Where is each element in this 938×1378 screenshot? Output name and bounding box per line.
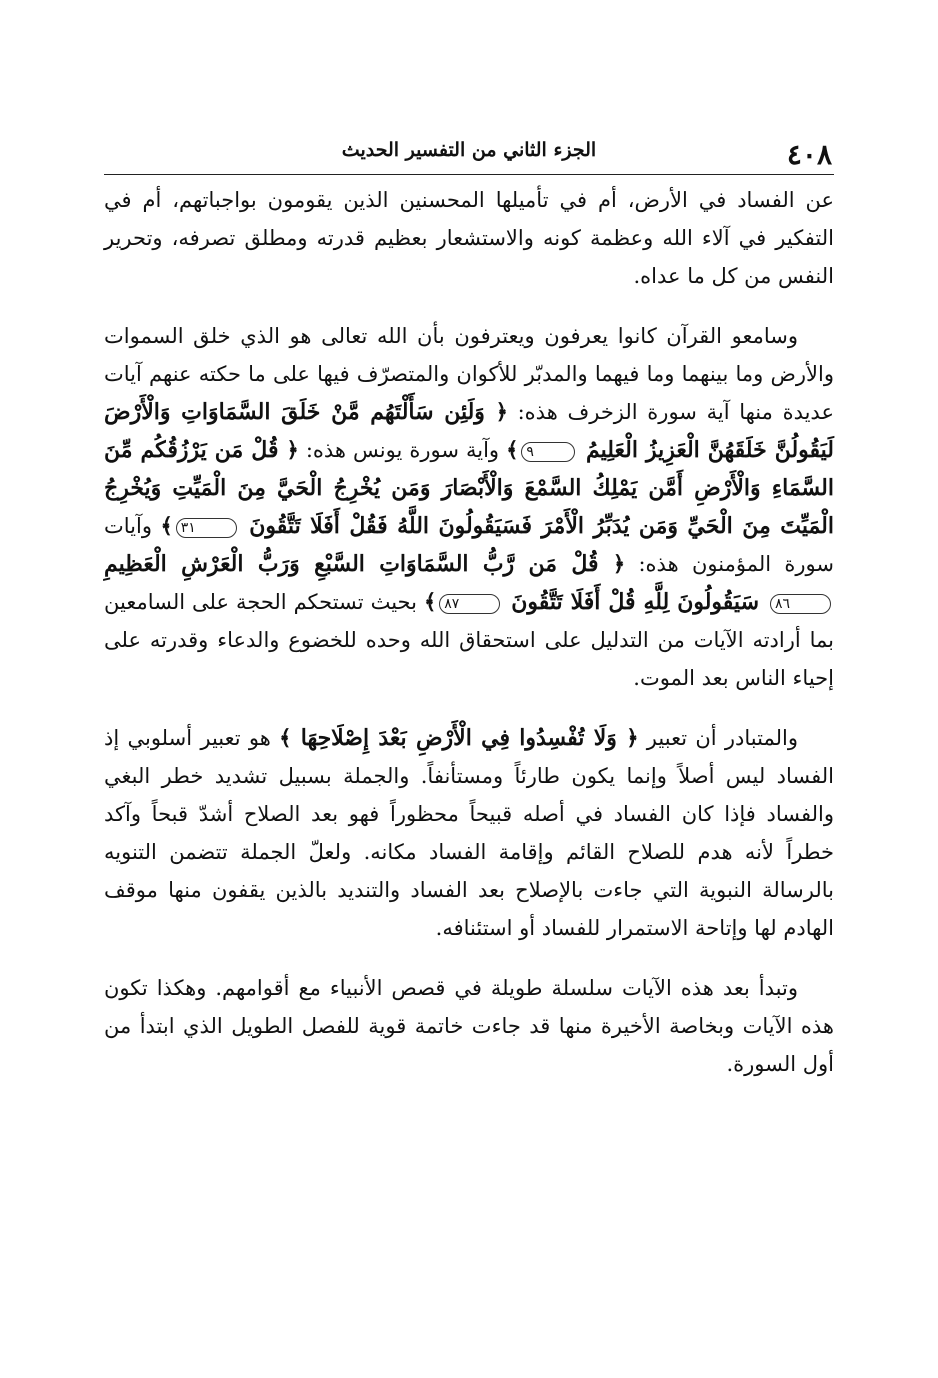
paragraph — [104, 317, 834, 697]
paragraph — [104, 719, 834, 947]
body-text-run: هو تعبير أسلوبي إذ الفساد ليس أصلاً وإنما يكون طارئاً ومستأنفاً. والجملة بسبيل تشديد خطر البغي والفساد فإذا كان الفساد في أصله قبيحاً محظوراً فهو بعد الصلاح أشدّ قبحاً وآكد خطراً لأنه هدم للصلاح القائم وإقامة الفساد مكانه. ولعلّ الجملة تتضمن التنويه بالرسالة النبوية التي جاءت بالإصلاح بعد الفساد والتنديد بالذين يقفون منها موقف الهادم لها وإتاحة الاستمرار للفساد أو استئنافه. — [104, 726, 834, 940]
quran-close-bracket: ﴾ — [506, 437, 519, 462]
ayah-number-marker: ٨٧ — [439, 594, 500, 614]
ayah-number-marker: ٣١ — [176, 518, 237, 538]
quran-open-bracket: ﴿ — [612, 551, 626, 576]
quran-quote: قُلْ مَن يَرْزُقُكُم مِّنَ السَّمَاءِ وَالْأَرْضِ أَمَّن يَمْلِكُ السَّمْعَ وَالْأَبْصَارَ وَمَن يُخْرِجُ الْحَيَّ مِنَ الْمَيِّتِ وَيُخْرِجُ الْمَيِّتَ مِنَ الْحَيِّ وَمَن يُدَبِّرُ الْأَمْرَ فَسَيَقُولُونَ اللَّهُ فَقُلْ أَفَلَا تَتَّقُونَ — [104, 437, 834, 539]
body-text-run: وتبدأ بعد هذه الآيات سلسلة طويلة في قصص الأنبياء مع أقوامهم. وهكذا تكون هذه الآيات وبخاصة الأخيرة منها قد جاءت خاتمة قوية للفصل الطويل الذي ابتدأ من أول السورة. — [104, 976, 834, 1076]
quran-close-bracket: ﴾ — [160, 513, 173, 538]
quran-open-bracket: ﴿ — [286, 437, 299, 462]
ayah-number-marker: ٨٦ — [770, 594, 831, 614]
quran-quote: وَلَا تُفْسِدُوا فِي الْأَرْضِ بَعْدَ إِصْلَاحِهَا — [291, 725, 627, 751]
quran-quote: سَيَقُولُونَ لِلَّهِ قُلْ أَفَلَا تَتَّقُونَ — [503, 589, 767, 615]
quran-quote: وَلَئِن سَأَلْتَهُم مَّنْ خَلَقَ السَّمَاوَاتِ وَالْأَرْضَ لَيَقُولُنَّ خَلَقَهُنَّ الْعَزِيزُ الْعَلِيمُ — [104, 399, 834, 463]
body-text-run: وسامعو القرآن كانوا يعرفون ويعترفون بأن الله تعالى هو الذي خلق السموات والأرض وما بينهما وما فيهما والمدبّر للأكوان والمتصرّف فيها على ما حكته عنهم آيات عديدة منها آية سورة الزخرف هذه: — [104, 324, 834, 424]
body-text-run: وآية سورة يونس هذه: — [298, 438, 507, 462]
ayah-number-marker: ٩ — [521, 442, 575, 462]
paragraph — [104, 181, 834, 295]
body-text-run: والمتبادر أن تعبير — [638, 726, 798, 750]
running-header — [104, 128, 834, 175]
quran-close-bracket: ﴾ — [279, 725, 292, 750]
quran-close-bracket: ﴾ — [423, 589, 437, 614]
page-number: ٤٠٨ — [786, 138, 832, 171]
book-page — [104, 128, 834, 1328]
body-text-run: بحيث تستحكم الحجة على السامعين بما أرادته الآيات من التدليل على استحقاق الله وحده للخضوع والدعاء وقدرته على إحياء الناس بعد الموت. — [104, 590, 834, 690]
body-text-run: عن الفساد في الأرض، أم في تأميلها المحسنين الذين يقومون بواجباتهم، أم في التفكير في آلاء الله وعظمة كونه والاستشعار بعظيم قدرته ومطلق تصرفه، وتحرير النفس من كل ما عداه. — [104, 188, 834, 288]
quran-quote: قُلْ مَن رَّبُّ السَّمَاوَاتِ السَّبْعِ وَرَبُّ الْعَرْشِ الْعَظِيمِ — [104, 551, 613, 577]
quran-open-bracket: ﴿ — [495, 399, 508, 424]
quran-open-bracket: ﴿ — [626, 725, 639, 750]
paragraph — [104, 969, 834, 1083]
body-text-run: وآيات سورة المؤمنون هذه: — [104, 514, 834, 576]
running-title: الجزء الثاني من التفسير الحديث — [341, 139, 597, 161]
body-text — [104, 175, 834, 1083]
